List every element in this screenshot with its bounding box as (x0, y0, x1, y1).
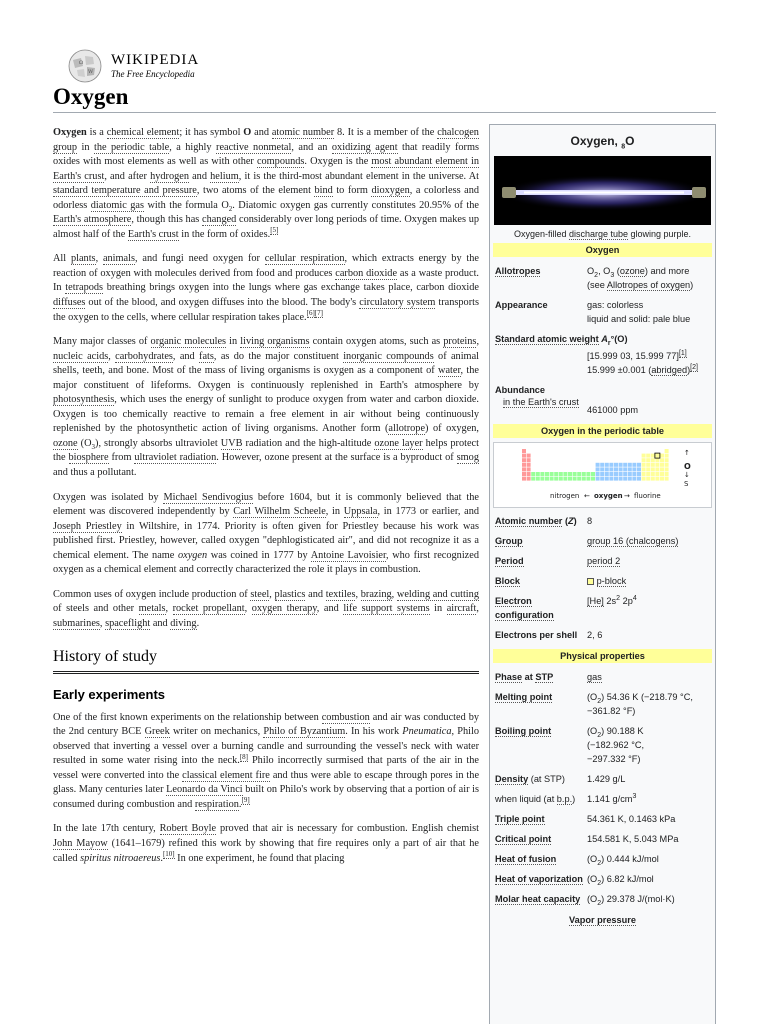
row-density: Density (at STP) 1.429 g/L (490, 769, 715, 789)
shell-label: Electrons per shell (495, 630, 578, 640)
row-electron-configuration: Electron configuration [He] $2s^2$ $2p^4$ (495, 594, 637, 620)
row-atomic-number: Atomic number (Z) 8 (490, 511, 715, 531)
pt-cell (619, 467, 623, 471)
link[interactable]: Joseph Priestley (53, 520, 122, 532)
abundance-label: Abundance (495, 385, 546, 395)
row-phase: Phase at STP gas (495, 672, 602, 682)
pt-cell (655, 463, 659, 467)
link[interactable]: [He] (587, 596, 604, 606)
link[interactable]: allotrope (388, 423, 426, 435)
pt-cell (527, 472, 531, 476)
subsection-heading-early-experiments: Early experiments (53, 687, 166, 703)
link[interactable]: fats (199, 350, 214, 362)
row-melting-point: Melting point $(O_2)$ 54.36 K (−218.79 °C, −361.82 °F) (495, 692, 693, 716)
pt-cell (614, 477, 618, 481)
link[interactable]: aircraft (446, 603, 477, 615)
pt-cell (527, 463, 531, 467)
pt-cell (568, 477, 572, 481)
pt-cell (623, 463, 627, 467)
pt-cell (646, 458, 650, 462)
link[interactable]: Atomic number (495, 516, 563, 526)
citation[interactable]: [9] (241, 796, 250, 805)
period-label[interactable]: Period (495, 556, 524, 566)
atomic-number-value: 8 (587, 516, 593, 526)
pt-cell (522, 458, 526, 462)
pt-cell (600, 467, 604, 471)
link[interactable]: oxygen therapy (251, 603, 317, 615)
svg-text:oxygen: oxygen (594, 492, 623, 500)
pt-cell (642, 467, 646, 471)
discharge-tube-image[interactable] (494, 156, 711, 225)
citation[interactable]: [8] (239, 752, 249, 761)
citation[interactable]: [2] (690, 363, 698, 371)
pt-cell (655, 477, 659, 481)
pt-cell (637, 463, 641, 467)
shell-value: 2, 6 (587, 630, 603, 640)
pt-cell (609, 472, 613, 476)
row-abundance (490, 380, 715, 397)
pt-cell (619, 477, 623, 481)
link[interactable]: hydrogen (150, 170, 189, 182)
pt-cell (591, 477, 595, 481)
pt-cell (545, 477, 549, 481)
pt-cell (554, 472, 558, 476)
link[interactable]: water (438, 365, 461, 377)
link[interactable]: the periodic table (93, 141, 170, 153)
appearance-value-2: liquid and solid: pale blue (587, 314, 691, 324)
row-electrons-per-shell (490, 625, 715, 645)
link[interactable]: Robert Boyle (159, 823, 217, 835)
row-molar-heat-capacity: Molar heat capacity $(O_2)$ 29.378 J/(mol·K) (495, 894, 675, 907)
link[interactable]: ozone (619, 266, 645, 276)
link[interactable]: textiles (325, 588, 356, 600)
citation[interactable]: [7] (314, 309, 323, 318)
title-divider (53, 112, 716, 113)
link[interactable]: UVB (220, 437, 243, 449)
citation[interactable]: [1] (678, 349, 687, 357)
pt-cell (614, 467, 618, 471)
pt-cell (522, 467, 526, 471)
vapor-pressure-heading (490, 915, 715, 925)
pt-cell (646, 454, 650, 458)
pt-cell (563, 477, 567, 481)
pt-cell (642, 454, 646, 458)
row-block (490, 571, 715, 591)
pt-cell (655, 467, 659, 471)
pt-cell (642, 477, 646, 481)
pt-cell (623, 472, 627, 476)
pt-cell (559, 477, 563, 481)
link[interactable]: living organisms (240, 336, 310, 348)
link[interactable]: ultraviolet radiation (134, 452, 217, 464)
pt-cell (642, 463, 646, 467)
link[interactable]: chalcogen group (53, 127, 479, 153)
pt-cell (646, 477, 650, 481)
link[interactable]: submarines (53, 617, 100, 629)
link[interactable]: welding and cutting (396, 588, 479, 600)
pt-cell (577, 472, 581, 476)
pt-cell (559, 472, 563, 476)
pt-cell (596, 472, 600, 476)
pt-cell (550, 477, 554, 481)
pt-cell (632, 472, 636, 476)
row-standard-atomic-weight-values: [15.999 03, 15.999 77][1] 15.999 ±0.001 (abridged)[2] (587, 349, 698, 375)
row-heat-of-fusion: Heat of fusion $(O_2)$ 0.444 kJ/mol (495, 854, 659, 867)
row-period (490, 551, 715, 571)
section-heading-history: History of study (53, 650, 479, 675)
pt-cell (628, 472, 632, 476)
pt-cell (600, 472, 604, 476)
link[interactable]: Philo of Byzantium (263, 726, 346, 738)
history-paragraph-1: One of the first known experiments on the relationship between combustion and air was conducted by the 2nd century BCE Greek writer on mechanics, Philo of Byzantium. In his work Pneumatica, Philo observed that inverting a vessel over a burning candle and surrounding the vessel's neck with water resulted in some water rising into the neck.[8] Philo incorrectly surmised that parts of the air in the vessel were converted into the classical element fire and thus were able to escape through pores in the glass. Many centuries later Leonardo da Vinci built on Philo's work by observing that a portion of air is consumed during combustion and respiration.[9] (53, 711, 480, 810)
pt-cell (527, 458, 531, 462)
critical-value: 154.581 K, 5.043 MPa (587, 834, 679, 844)
citation[interactable]: [6] (306, 309, 315, 318)
row-allotropes: Allotropes $O_2$, $O_3$ (ozone) and more (see Allotropes of oxygen) (495, 266, 694, 290)
intro-paragraph-2: All plants, animals, and fungi need oxygen for cellular respiration, which extracts energy by the reaction of oxygen with molecules derived from food and produces carbon dioxide as a waste product. In tetrapods breathing brings oxygen into the lungs where gas exchange takes place, carbon dioxide diffuses out of the blood, and oxygen diffuses into the blood. The body's circulatory system transports the oxygen to the cells, where cellular respiration takes place.[6][7] (53, 253, 480, 323)
svg-text:←: ← (584, 492, 590, 500)
pt-cell (637, 467, 641, 471)
pt-cell (651, 477, 655, 481)
density-value: 1.429 g/L (587, 774, 626, 784)
row-heat-of-vaporization: Heat of vaporization $(O_2)$ 6.82 kJ/mol (495, 874, 654, 887)
pt-cell (651, 454, 655, 458)
pt-cell (605, 477, 609, 481)
block-value[interactable]: p-block (596, 576, 627, 586)
link[interactable]: Carl Wilhelm Scheele (233, 506, 326, 518)
pt-cell (573, 477, 577, 481)
pt-cell (619, 463, 623, 467)
link[interactable]: animals (102, 253, 135, 265)
link[interactable]: Earth's crust (127, 228, 179, 240)
link[interactable]: compounds (256, 156, 305, 168)
pt-cell (665, 477, 669, 481)
melting-label[interactable]: Melting point (495, 692, 553, 702)
pt-cell (660, 454, 664, 458)
pt-cell (651, 458, 655, 462)
link[interactable]: most abundant element in Earth's crust (53, 156, 480, 182)
vapor-pressure-link[interactable]: Vapor pressure (569, 915, 636, 925)
row-critical-point (490, 829, 715, 849)
pt-cell (591, 472, 595, 476)
row-boiling-point: Boiling point $(O_2)$ 90.188 K (−182.962 °C, −297.332 °F) (495, 726, 645, 764)
block-swatch-icon (587, 578, 594, 585)
history-paragraph-2: In the late 17th century, Robert Boyle proved that air is necessary for combustion. English chemist John Mayow (1641–1679) refined this work by showing that fire requires only a part of air that he called spiritus nitroaereus.[10] In one experiment, he found that placing (53, 823, 479, 864)
pt-cell (527, 454, 531, 458)
pt-cell (628, 477, 632, 481)
critical-label[interactable]: Critical point (495, 834, 552, 844)
link[interactable]: Leonardo da Vinci (166, 784, 243, 796)
pt-cell (596, 467, 600, 471)
pt-cell (623, 477, 627, 481)
pt-cell (531, 477, 535, 481)
pt-cell (632, 463, 636, 467)
pt-cell (651, 472, 655, 476)
link[interactable]: STP (535, 672, 554, 682)
link[interactable]: metals (138, 603, 166, 615)
link[interactable]: smog (456, 452, 479, 464)
link[interactable]: Allotropes of oxygen (606, 280, 691, 290)
link[interactable]: standard temperature and pressure (53, 185, 197, 197)
link[interactable]: diffuses (53, 297, 86, 309)
pt-cell (550, 472, 554, 476)
intro-paragraph-1: Oxygen is a chemical element; it has symbol O and atomic number 8. It is a member of the chalcogen group in the periodic table, a highly reactive nonmetal, and an oxidizing agent that readily forms oxides with most elements as well as with other compounds. Oxygen is the most abundant element in Earth's crust, and after hydrogen and helium, it is the third-most abundant element in the universe. At standard temperature and pressure, two atoms of the element bind to form dioxygen, a colorless and odorless diatomic gas with the formula $O_2$. Diatomic oxygen gas currently constitutes 20.95% of the Earth's atmosphere, though this has changed considerably over long periods of time. Oxygen makes up almost half of the Earth's crust in the form of oxides.[5] (53, 127, 480, 240)
pt-cell (637, 477, 641, 481)
pt-cell (651, 467, 655, 471)
link[interactable]: Antoine Lavoisier (310, 549, 387, 561)
fusion-label[interactable]: Heat of fusion (495, 854, 557, 864)
link[interactable]: ozone layer (374, 437, 423, 449)
pt-cell (628, 467, 632, 471)
period-value[interactable]: period 2 (587, 556, 621, 566)
pt-cell (637, 472, 641, 476)
group-label[interactable]: Group (495, 536, 523, 546)
abundance-crust-label[interactable]: in the Earth's crust (503, 397, 579, 407)
link[interactable]: respiration (194, 798, 239, 810)
link[interactable]: combustion (321, 711, 370, 723)
article-body (53, 126, 479, 866)
link[interactable]: brazing (360, 588, 392, 600)
link[interactable]: rocket propellant (172, 603, 245, 615)
pt-cell (642, 458, 646, 462)
appearance-value-1: gas: colorless (587, 300, 644, 310)
pt-cell (623, 467, 627, 471)
pt-cell (614, 472, 618, 476)
pt-cell (527, 477, 531, 481)
pt-cell (651, 463, 655, 467)
wikipedia-wordmark[interactable]: WIKIPEDIA (111, 52, 200, 68)
pt-cell (665, 463, 669, 467)
link[interactable]: helium (210, 170, 239, 182)
pt-cell (632, 467, 636, 471)
pt-cell (660, 472, 664, 476)
link[interactable]: Earth's atmosphere (53, 214, 132, 226)
pt-cell (563, 472, 567, 476)
pt-cell (582, 472, 586, 476)
pt-cell (660, 467, 664, 471)
pt-cell (600, 477, 604, 481)
pt-cell (596, 477, 600, 481)
intro-paragraph-3: Many major classes of organic molecules in living organisms contain oxygen atoms, such as proteins, nucleic acids, carbohydrates, and fats, as do the major constituent inorganic compounds of animal shells, teeth, and bone. Most of the mass of living organisms is oxygen as a component of water, the major constituent of lifeforms. Oxygen is continuously replenished in Earth's atmosphere by photosynthesis, which uses the energy of sunlight to produce oxygen from water and carbon dioxide. Oxygen is too chemically reactive to remain a free element in air without being continuously replenished by the photosynthetic action of living organisms. Another form (allotrope) of oxygen, ozone $(O_3)$, strongly absorbs ultraviolet UVB radiation and the high-altitude ozone layer helps protect the biosphere from ultraviolet radiation. However, ozone present at the surface is a byproduct of smog and thus a pollutant. (53, 336, 480, 479)
pt-cell (586, 472, 590, 476)
svg-text:W: W (88, 69, 94, 75)
link[interactable]: steel (250, 588, 270, 600)
pt-cell (605, 463, 609, 467)
link[interactable]: chemical element (106, 127, 180, 138)
pt-cell (628, 463, 632, 467)
triple-value: 54.361 K, 0.1463 kPa (587, 814, 676, 824)
svg-text:O: O (684, 462, 691, 471)
pt-cell (568, 472, 572, 476)
link[interactable]: biosphere (68, 452, 109, 464)
pt-cell (660, 463, 664, 467)
molar-label[interactable]: Molar heat capacity (495, 894, 581, 904)
intro-paragraph-4: Oxygen was isolated by Michael Sendivogius before 1604, but it is commonly believed that the element was discovered independently by Carl Wilhelm Scheele, in Uppsala, in 1773 or earlier, and Joseph Priestley in Wiltshire, in 1774. Priority is often given for Priestley because his work was published first. Priestley, however, called oxygen "dephlogisticated air", and did not recognize it as a chemical element. The name oxygen was coined in 1777 by Antoine Lavoisier, who first recognized oxygen as a chemical element and correctly characterized the role it plays in combustion. (53, 491, 479, 576)
pt-cell (577, 477, 581, 481)
pt-cell (536, 472, 540, 476)
row-density-liquid: when liquid (at b.p.) 1.141 $g/cm^3$ (495, 792, 637, 804)
pt-cell (522, 472, 526, 476)
boiling-label[interactable]: Boiling point (495, 726, 552, 736)
link[interactable]: carbon dioxide (335, 267, 398, 279)
pt-cell (522, 477, 526, 481)
appearance-label: Appearance (495, 300, 548, 310)
link[interactable]: b.p. (556, 794, 573, 804)
link[interactable]: photosynthesis (53, 394, 115, 406)
link[interactable]: classical element fire (182, 769, 270, 781)
pt-cell (632, 477, 636, 481)
link[interactable]: Greek (144, 726, 170, 738)
section-band-oxygen: Oxygen (493, 243, 712, 257)
citation[interactable]: [10] (162, 850, 175, 859)
row-abundance-crust (490, 397, 715, 420)
pt-cell (665, 472, 669, 476)
link[interactable]: Phase (495, 672, 523, 682)
pt-cell (554, 477, 558, 481)
row-appearance (490, 295, 715, 329)
link[interactable]: reactive nonmetal (216, 141, 292, 153)
pt-cell (596, 463, 600, 467)
link[interactable]: plastics (274, 588, 306, 600)
pt-cell (540, 477, 544, 481)
pt-cell (609, 477, 613, 481)
infobox-title: Oxygen, $_8$O (570, 134, 635, 151)
pt-cell (646, 463, 650, 467)
link[interactable]: Density (495, 774, 529, 784)
link[interactable]: spaceflight (105, 617, 151, 629)
pt-cell (660, 458, 664, 462)
pt-cell (582, 477, 586, 481)
triple-label[interactable]: Triple point (495, 814, 545, 824)
link[interactable]: John Mayow (53, 837, 108, 849)
pt-cell (619, 472, 623, 476)
pt-cell (600, 463, 604, 467)
link[interactable]: discharge tube (568, 229, 629, 239)
svg-text:Ω: Ω (79, 60, 84, 66)
vapor-label[interactable]: Heat of vaporization (495, 874, 583, 884)
block-label[interactable]: Block (495, 576, 521, 586)
pt-cell (655, 454, 659, 458)
pt-cell (665, 458, 669, 462)
link[interactable]: carbohydrates (115, 350, 173, 362)
group-value[interactable]: group 16 (chalcogens) (587, 536, 679, 546)
link[interactable]: diving (170, 617, 197, 629)
pt-cell (665, 449, 669, 453)
pt-cell (665, 454, 669, 458)
link[interactable]: nucleic acids (53, 350, 109, 362)
pt-cell (646, 472, 650, 476)
wikipedia-tagline: The Free Encyclopedia (111, 69, 195, 79)
link[interactable]: ozone (53, 437, 78, 449)
page-title: Oxygen (53, 84, 129, 109)
config-label[interactable]: Electron configuration (495, 596, 554, 620)
link[interactable]: circulatory system (359, 297, 436, 309)
abundance-value: 461000 ppm (587, 405, 639, 415)
pt-cell (642, 472, 646, 476)
link[interactable]: cellular respiration (264, 253, 345, 265)
link[interactable]: Michael Sendivogius (163, 491, 253, 503)
pt-cell (540, 472, 544, 476)
link[interactable]: organic molecules (150, 336, 227, 348)
link[interactable]: abridged (651, 365, 688, 375)
pt-cell (609, 463, 613, 467)
pt-cell (536, 477, 540, 481)
svg-text:↑: ↑ (684, 449, 690, 457)
pt-cell (586, 477, 590, 481)
link[interactable]: dioxygen (371, 185, 410, 197)
image-caption: Oxygen-filled discharge tube glowing purple. (513, 229, 692, 239)
link[interactable]: tetrapods (65, 282, 104, 294)
link[interactable]: changed (202, 214, 237, 226)
link[interactable]: Uppsala (343, 506, 378, 518)
row-standard-atomic-weight: Standard atomic weight $A_r^\circ(O)$ (495, 334, 628, 347)
pt-cell (665, 467, 669, 471)
link[interactable]: inorganic compounds (343, 350, 434, 362)
pt-cell (545, 472, 549, 476)
svg-text:S: S (684, 480, 689, 488)
svg-text:↓: ↓ (684, 471, 690, 479)
pt-cell (531, 472, 535, 476)
wikipedia-globe-icon[interactable] (67, 48, 103, 84)
pt-cell (655, 472, 659, 476)
pt-cell (522, 454, 526, 458)
link[interactable]: proteins (443, 336, 477, 348)
pt-cell (605, 472, 609, 476)
pt-cell (614, 463, 618, 467)
svg-text:fluorine: fluorine (634, 492, 661, 500)
pt-cell (605, 467, 609, 471)
infobox (489, 124, 716, 1024)
link[interactable]: atomic number (271, 127, 335, 138)
pt-cell (522, 463, 526, 467)
periodic-table-thumbnail[interactable] (493, 442, 712, 508)
pt-cell (646, 467, 650, 471)
row-group (490, 531, 715, 551)
link[interactable]: bind (314, 185, 333, 197)
pt-left-neighbor: nitrogen (550, 492, 580, 500)
allotropes-label[interactable]: Allotropes (495, 266, 541, 276)
pt-cell (660, 477, 664, 481)
link[interactable]: Standard atomic weight (495, 334, 599, 344)
pt-cell (609, 467, 613, 471)
section-band-physical: Physical properties (493, 649, 712, 663)
pt-cell (655, 458, 659, 462)
pt-cell (573, 472, 577, 476)
row-triple-point (490, 809, 715, 829)
intro-paragraph-5: Common uses of oxygen include production of steel, plastics and textiles, brazing, welding and cutting of steels and other metals, rocket propellant, oxygen therapy, and life support systems in aircraft, submarines, spaceflight and diving. (53, 588, 479, 629)
pt-cell (522, 449, 526, 453)
link[interactable]: oxidizing agent (331, 141, 398, 153)
link[interactable]: plants (70, 253, 96, 265)
link[interactable]: life support systems (343, 603, 430, 615)
svg-text:→: → (624, 492, 630, 500)
citation[interactable]: [5] (270, 226, 279, 235)
phase-value[interactable]: gas (587, 672, 602, 682)
link[interactable]: diatomic gas (90, 199, 144, 211)
pt-cell (527, 467, 531, 471)
section-band-periodic-table: Oxygen in the periodic table (493, 424, 712, 438)
